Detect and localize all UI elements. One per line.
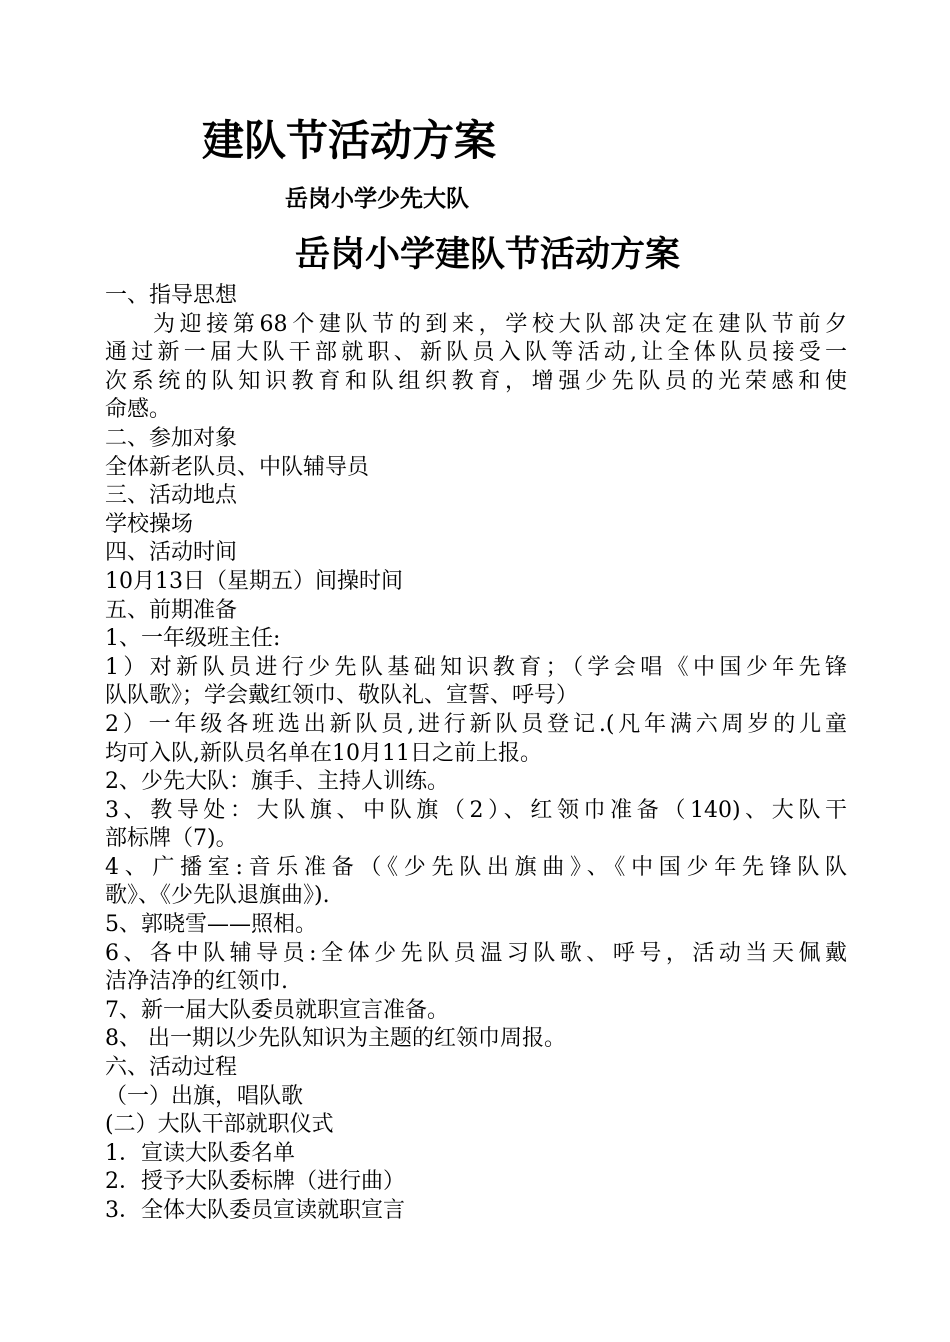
text-line: 次系统的队知识教育和队组织教育，增强少先队员的光荣感和使 (105, 368, 847, 394)
text-line: 洁净洁净的红领巾. (105, 969, 288, 995)
text-line: 五、前期准备 (105, 597, 238, 623)
text-line: 2．授予大队委标牌（进行曲） (105, 1169, 405, 1195)
text-line: (二）大队干部就职仪式 (105, 1112, 334, 1138)
text-line: 1）对新队员进行少先队基础知识教育；（学会唱《中国少年先锋 (105, 654, 847, 680)
text-line: 3、教导处：大队旗、中队旗（2）、红领巾准备（140)、大队干 (105, 797, 847, 823)
document-body (105, 282, 847, 1226)
organization-name: 岳岗小学少先大队 (285, 186, 469, 212)
text-line: 3．全体大队委员宣读就职宣言 (105, 1198, 405, 1223)
text-line: 全体新老队员、中队辅导员 (105, 454, 370, 480)
text-line: 一、指导思想 (105, 283, 238, 308)
text-line: 部标牌（7)。 (105, 826, 238, 852)
text-line: 7、新一届大队委员就职宣言准备。 (105, 997, 449, 1023)
text-line: 1、一年级班主任: (105, 626, 281, 652)
text-line: 二、参加对象 (105, 425, 238, 451)
text-line: 1．宣读大队委名单 (105, 1140, 295, 1166)
text-line: 歌》、《少先队退旗曲》). (105, 883, 330, 909)
text-line: 2、少先大队：旗手、主持人训练。 (105, 769, 449, 795)
text-line: 4、广播室:音乐准备（《少先队出旗曲》、《中国少年先锋队队 (105, 854, 847, 880)
text-line: 四、活动时间 (105, 540, 238, 566)
text-line: 命感。 (105, 397, 172, 423)
text-line: 5、郭晓雪——照相。 (105, 912, 317, 938)
text-line: 学校操场 (105, 511, 194, 537)
text-line: 六、活动过程 (105, 1055, 238, 1081)
text-line: 10月13日（星期五）间操时间 (105, 568, 403, 594)
text-line: 通过新一届大队干部就职、新队员入队等活动,让全体队员接受一 (105, 340, 847, 366)
text-line: 为迎接第68个建队节的到来，学校大队部决定在建队节前夕 (153, 311, 847, 337)
document-title: 建队节活动方案 (202, 116, 497, 165)
text-line: 2）一年级各班选出新队员,进行新队员登记.(凡年满六周岁的儿童 (105, 711, 847, 737)
text-line: 8、 出一期以少先队知识为主题的红领巾周报。 (105, 1026, 566, 1052)
text-line: 均可入队,新队员名单在10月11日之前上报。 (105, 740, 542, 766)
text-line: 三、活动地点 (105, 483, 238, 509)
text-line: （一）出旗，唱队歌 (105, 1083, 304, 1109)
text-line: 队队歌》；学会戴红领巾、敬队礼、宣誓、呼号） (105, 683, 579, 709)
text-line: 6、各中队辅导员:全体少先队员温习队歌、呼号，活动当天佩戴 (105, 940, 847, 966)
document-subtitle: 岳岗小学建队节活动方案 (294, 235, 680, 275)
